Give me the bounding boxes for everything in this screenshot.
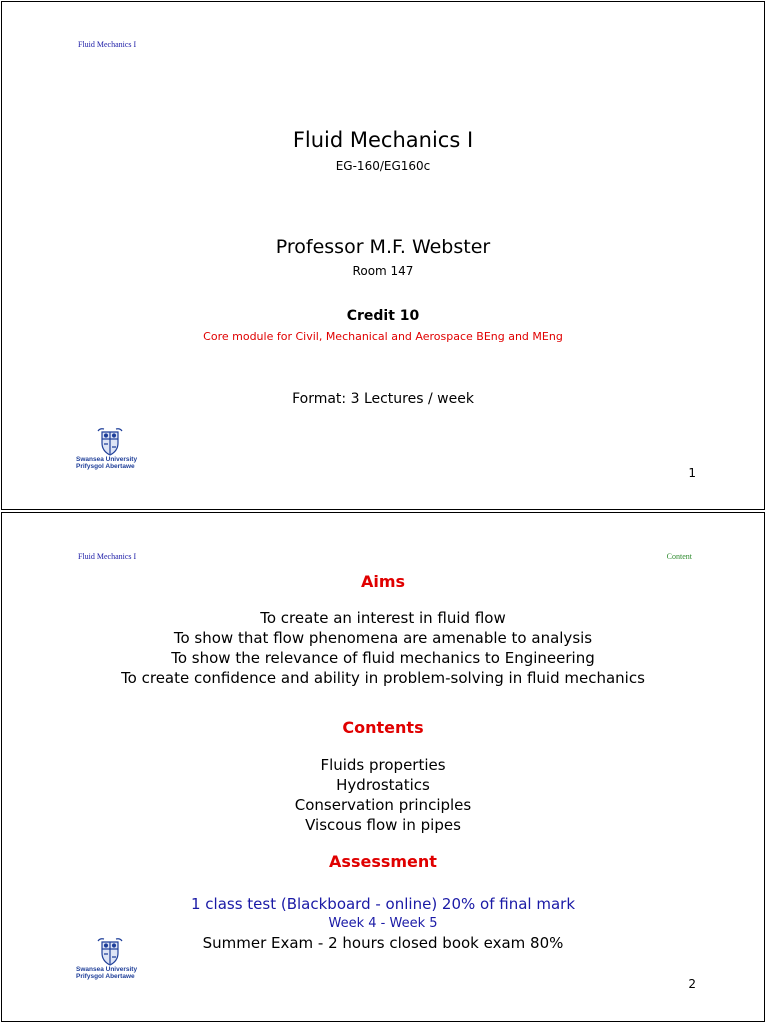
slide-2 xyxy=(1,512,765,1022)
crest-icon xyxy=(74,937,146,967)
slide-header: Fluid Mechanics I xyxy=(78,40,137,49)
aim-item: To show the relevance of fluid mechanics to Engineering xyxy=(171,649,595,667)
aims-heading: Aims xyxy=(360,572,406,591)
aim-item: To show that flow phenomena are amenable to analysis xyxy=(173,629,593,647)
exam-info: Summer Exam - 2 hours closed book exam 80% xyxy=(202,934,564,952)
slide-header: Fluid Mechanics I xyxy=(78,552,137,561)
test-weeks: Week 4 - Week 5 xyxy=(328,916,438,931)
content-item: Fluids properties xyxy=(320,756,446,774)
lecture-format: Format: 3 Lectures / week xyxy=(292,391,474,407)
university-logo xyxy=(74,937,146,985)
crest-icon xyxy=(74,427,146,457)
room-number: Room 147 xyxy=(352,264,414,278)
content-item: Hydrostatics xyxy=(336,776,430,794)
slide-1 xyxy=(1,1,765,510)
professor-name: Professor M.F. Webster xyxy=(275,236,491,258)
class-test-info: 1 class test (Blackboard - online) 20% of final mark xyxy=(190,895,576,913)
assessment-heading: Assessment xyxy=(329,852,437,871)
university-logo xyxy=(74,427,146,475)
content-link[interactable]: Content xyxy=(666,552,692,561)
aim-item: To create confidence and ability in problem-solving in fluid mechanics xyxy=(121,669,645,687)
contents-heading: Contents xyxy=(342,718,424,737)
credit-value: Credit 10 xyxy=(346,308,420,324)
content-item: Viscous flow in pipes xyxy=(305,816,461,834)
page-title: Fluid Mechanics I xyxy=(292,128,474,152)
core-module-note: Core module for Civil, Mechanical and Aerospace BEng and MEng xyxy=(203,330,563,343)
page-number: 1 xyxy=(688,466,696,480)
page-number: 2 xyxy=(688,977,696,991)
content-item: Conservation principles xyxy=(294,796,472,814)
course-code: EG-160/EG160c xyxy=(335,159,431,173)
aim-item: To create an interest in fluid flow xyxy=(260,609,506,627)
logo-text: Swansea University Prifysgol Abertawe xyxy=(76,456,138,470)
logo-text: Swansea University Prifysgol Abertawe xyxy=(76,966,138,980)
